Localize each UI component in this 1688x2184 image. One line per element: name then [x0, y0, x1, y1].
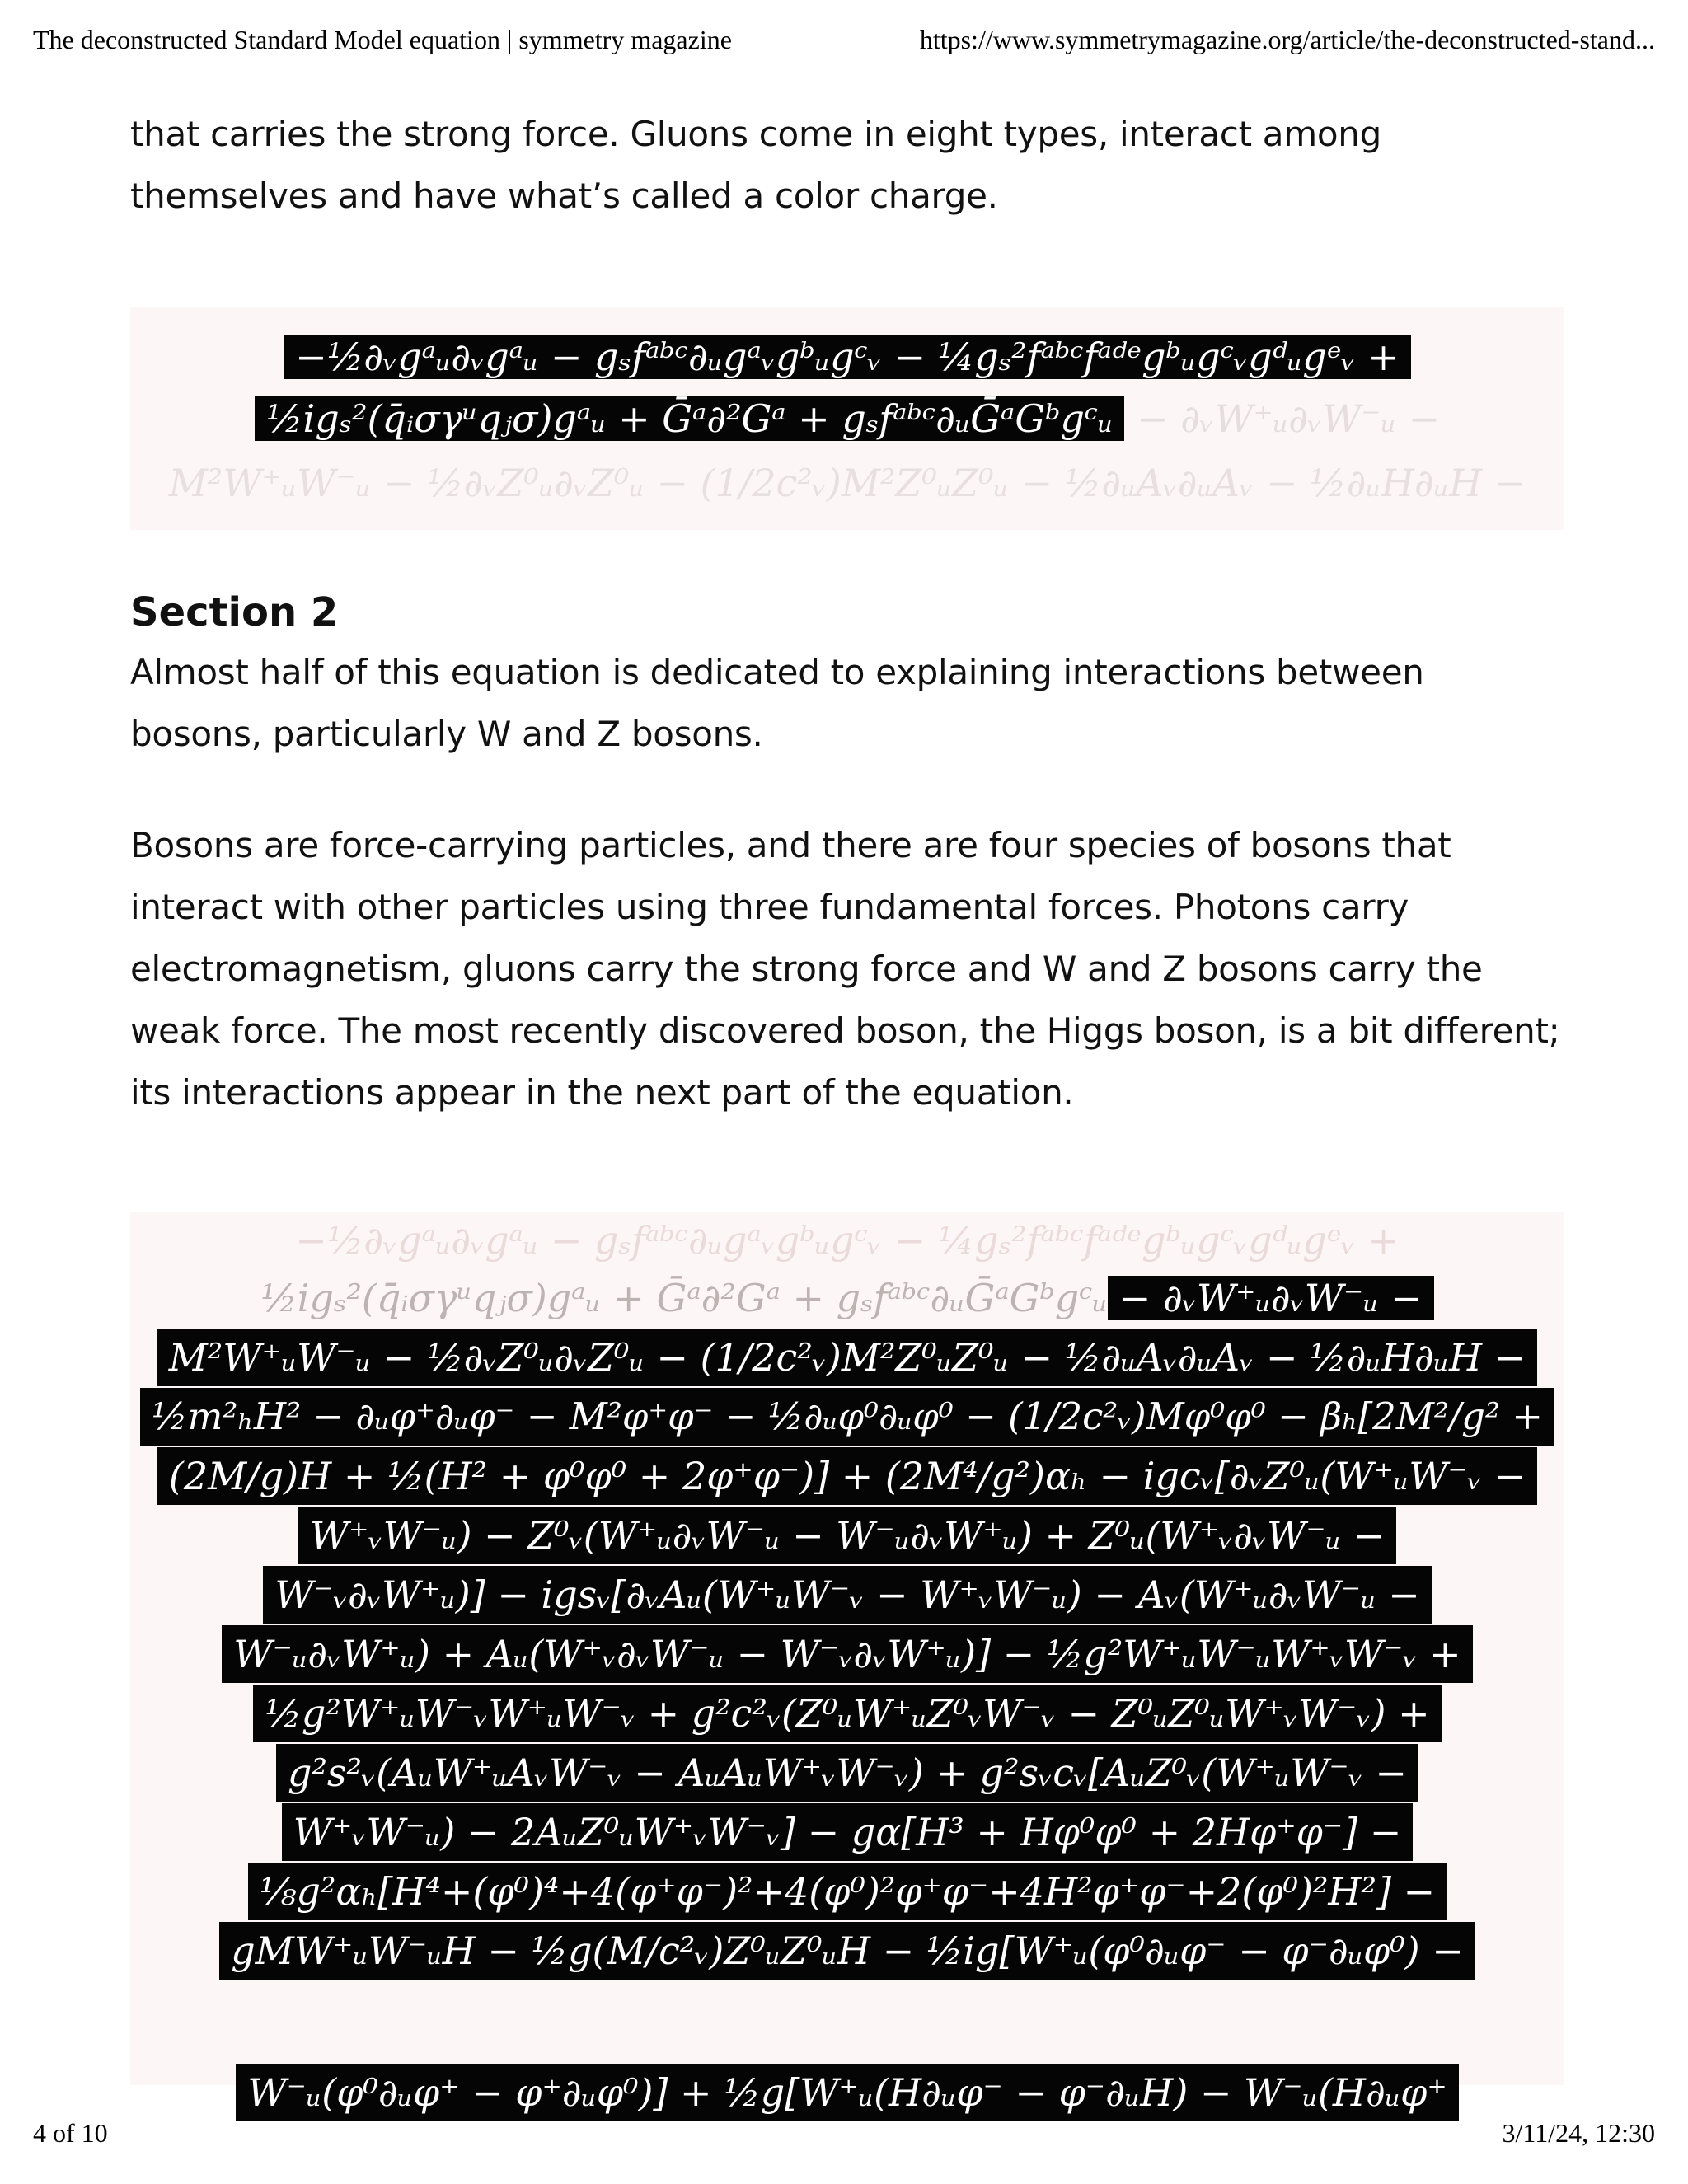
equation-2-line-2-highlight: − ∂ᵥW⁺ᵤ∂ᵥW⁻ᵤ −	[1108, 1276, 1434, 1320]
equation-2-line-11: W⁺ᵥW⁻ᵤ) − 2AᵤZ⁰ᵤW⁺ᵥW⁻ᵥ] − gα[H³ + Hφ⁰φ⁰ + 2Hφ⁺φ⁻] −	[130, 1803, 1564, 1861]
print-header	[33, 25, 1655, 66]
equation-2-line-6: W⁺ᵥW⁻ᵤ) − Z⁰ᵥ(W⁺ᵤ∂ᵥW⁻ᵤ − W⁻ᵤ∂ᵥW⁺ᵤ) + Z⁰ᵤ(W⁺ᵥ∂ᵥW⁻ᵤ −	[130, 1507, 1564, 1564]
section-2	[130, 583, 1564, 1123]
equation-2-line-8: W⁻ᵤ∂ᵥW⁺ᵤ) + Aᵤ(W⁺ᵥ∂ᵥW⁻ᵤ − W⁻ᵥ∂ᵥW⁺ᵤ)] − ½g²W⁺ᵤW⁻ᵤW⁺ᵥW⁻ᵥ +	[130, 1625, 1564, 1683]
equation-2-line-1: −½∂ᵥgᵃᵤ∂ᵥgᵃᵤ − gₛfᵃᵇᶜ∂ᵤgᵃᵥgᵇᵤgᶜᵥ − ¼gₛ²fᵃᵇᶜfᵃᵈᵉgᵇᵤgᶜᵥgᵈᵤgᵉᵥ +	[295, 1218, 1400, 1263]
equation-2-line-2	[130, 1269, 1564, 1327]
equation-1-line-3: M²W⁺ᵤW⁻ᵤ − ½∂ᵥZ⁰ᵤ∂ᵥZ⁰ᵤ − (1/2c²ᵥ)M²Z⁰ᵤZ⁰ᵤ − ½∂ᵤAᵥ∂ᵤAᵥ − ½∂ᵤH∂ᵤH −	[168, 461, 1526, 505]
equation-2-line-5: (2M/g)H + ½(H² + φ⁰φ⁰ + 2φ⁺φ⁻)] + (2M⁴/g²)αₕ − igcᵥ[∂ᵥZ⁰ᵤ(W⁺ᵤW⁻ᵥ −	[130, 1447, 1564, 1505]
print-footer-page: 4 of 10	[33, 2118, 108, 2148]
section-paragraph-1: Almost half of this equation is dedicated to explaining interactions between bosons, particularly W and Z bosons.	[130, 652, 1424, 754]
equation-2-line-7: W⁻ᵥ∂ᵥW⁺ᵤ)] − igsᵥ[∂ᵥAᵤ(W⁺ᵤW⁻ᵥ − W⁺ᵥW⁻ᵤ) − Aᵥ(W⁺ᵤ∂ᵥW⁻ᵤ −	[130, 1566, 1564, 1624]
print-footer-datetime: 3/11/24, 12:30	[1502, 2118, 1655, 2148]
intro-paragraph: that carries the strong force. Gluons come in eight types, interact among themselves and have what’s called a color charge.	[130, 114, 1381, 216]
section-paragraph-2: Bosons are force-carrying particles, and there are four species of bosons that interact with other particles using three fundamental forces. Photons carry electromagnetism, gluons carry the strong force and W and Z bosons carry the weak force. The most recently discovered boson, the Higgs boson, is a bit different; its interactions appear in the next part of the equation.	[130, 825, 1560, 1113]
equation-1-line-1: −½∂ᵥgᵃᵤ∂ᵥgᵃᵤ − gₛfᵃᵇᶜ∂ᵤgᵃᵥgᵇᵤgᶜᵥ − ¼gₛ²fᵃᵇᶜfᵃᵈᵉgᵇᵤgᶜᵥgᵈᵤgᵉᵥ +	[130, 328, 1564, 386]
intro-paragraph-block	[130, 103, 1564, 227]
equation-image-2	[130, 1212, 1564, 2115]
equation-1-line-2-faded: − ∂ᵥW⁺ᵤ∂ᵥW⁻ᵤ −	[1124, 396, 1441, 441]
equation-1-line-2-highlight: ½igₛ²(q̄ᵢσγᵘqⱼσ)gᵃᵤ + Ḡᵃ∂²Gᵃ + gₛfᵃᵇᶜ∂ᵤḠᵃGᵇgᶜᵤ	[255, 396, 1125, 441]
print-footer	[33, 2118, 1655, 2159]
print-header-title: The deconstructed Standard Model equation | symmetry magazine	[33, 25, 732, 54]
equation-2-line-9: ½g²W⁺ᵤW⁻ᵥW⁺ᵤW⁻ᵥ + g²c²ᵥ(Z⁰ᵤW⁺ᵤZ⁰ᵥW⁻ᵥ − Z⁰ᵤZ⁰ᵤW⁺ᵥW⁻ᵥ) +	[130, 1685, 1564, 1742]
equation-1-line-2	[130, 390, 1564, 448]
equation-2-line-12: ⅛g²αₕ[H⁴+(φ⁰)⁴+4(φ⁺φ⁻)²+4(φ⁰)²φ⁺φ⁻+4H²φ⁺φ⁻+2(φ⁰)²H²] −	[130, 1863, 1564, 1920]
equation-image-1	[130, 307, 1564, 530]
equation-2-line-14: W⁻ᵤ(φ⁰∂ᵤφ⁺ − φ⁺∂ᵤφ⁰)] + ½g[W⁺ᵤ(H∂ᵤφ⁻ − φ⁻∂ᵤH) − W⁻ᵤ(H∂ᵤφ⁺	[130, 2064, 1564, 2121]
equation-2-line-2-faded: ½igₛ²(q̄ᵢσγᵘqⱼσ)gᵃᵤ + Ḡᵃ∂²Gᵃ + gₛfᵃᵇᶜ∂ᵤḠᵃGᵇgᶜᵤ	[260, 1276, 1108, 1320]
equation-2-line-13: gMW⁺ᵤW⁻ᵤH − ½g(M/c²ᵥ)Z⁰ᵤZ⁰ᵤH − ½ig[W⁺ᵤ(φ⁰∂ᵤφ⁻ − φ⁻∂ᵤφ⁰) −	[130, 1922, 1564, 1980]
section-heading: Section 2	[130, 589, 339, 635]
print-header-url: https://www.symmetrymagazine.org/article/the-deconstructed-stand...	[919, 25, 1655, 54]
equation-2-line-10: g²s²ᵥ(AᵤW⁺ᵤAᵥW⁻ᵥ − AᵤAᵤW⁺ᵥW⁻ᵥ) + g²sᵥcᵥ[AᵤZ⁰ᵥ(W⁺ᵤW⁻ᵥ −	[130, 1744, 1564, 1802]
equation-2-line-3: M²W⁺ᵤW⁻ᵤ − ½∂ᵥZ⁰ᵤ∂ᵥZ⁰ᵤ − (1/2c²ᵥ)M²Z⁰ᵤZ⁰ᵤ − ½∂ᵤAᵥ∂ᵤAᵥ − ½∂ᵤH∂ᵤH −	[130, 1329, 1564, 1386]
equation-2-line-4: ½m²ₕH² − ∂ᵤφ⁺∂ᵤφ⁻ − M²φ⁺φ⁻ − ½∂ᵤφ⁰∂ᵤφ⁰ − (1/2c²ᵥ)Mφ⁰φ⁰ − βₕ[2M²/g² +	[130, 1388, 1564, 1446]
